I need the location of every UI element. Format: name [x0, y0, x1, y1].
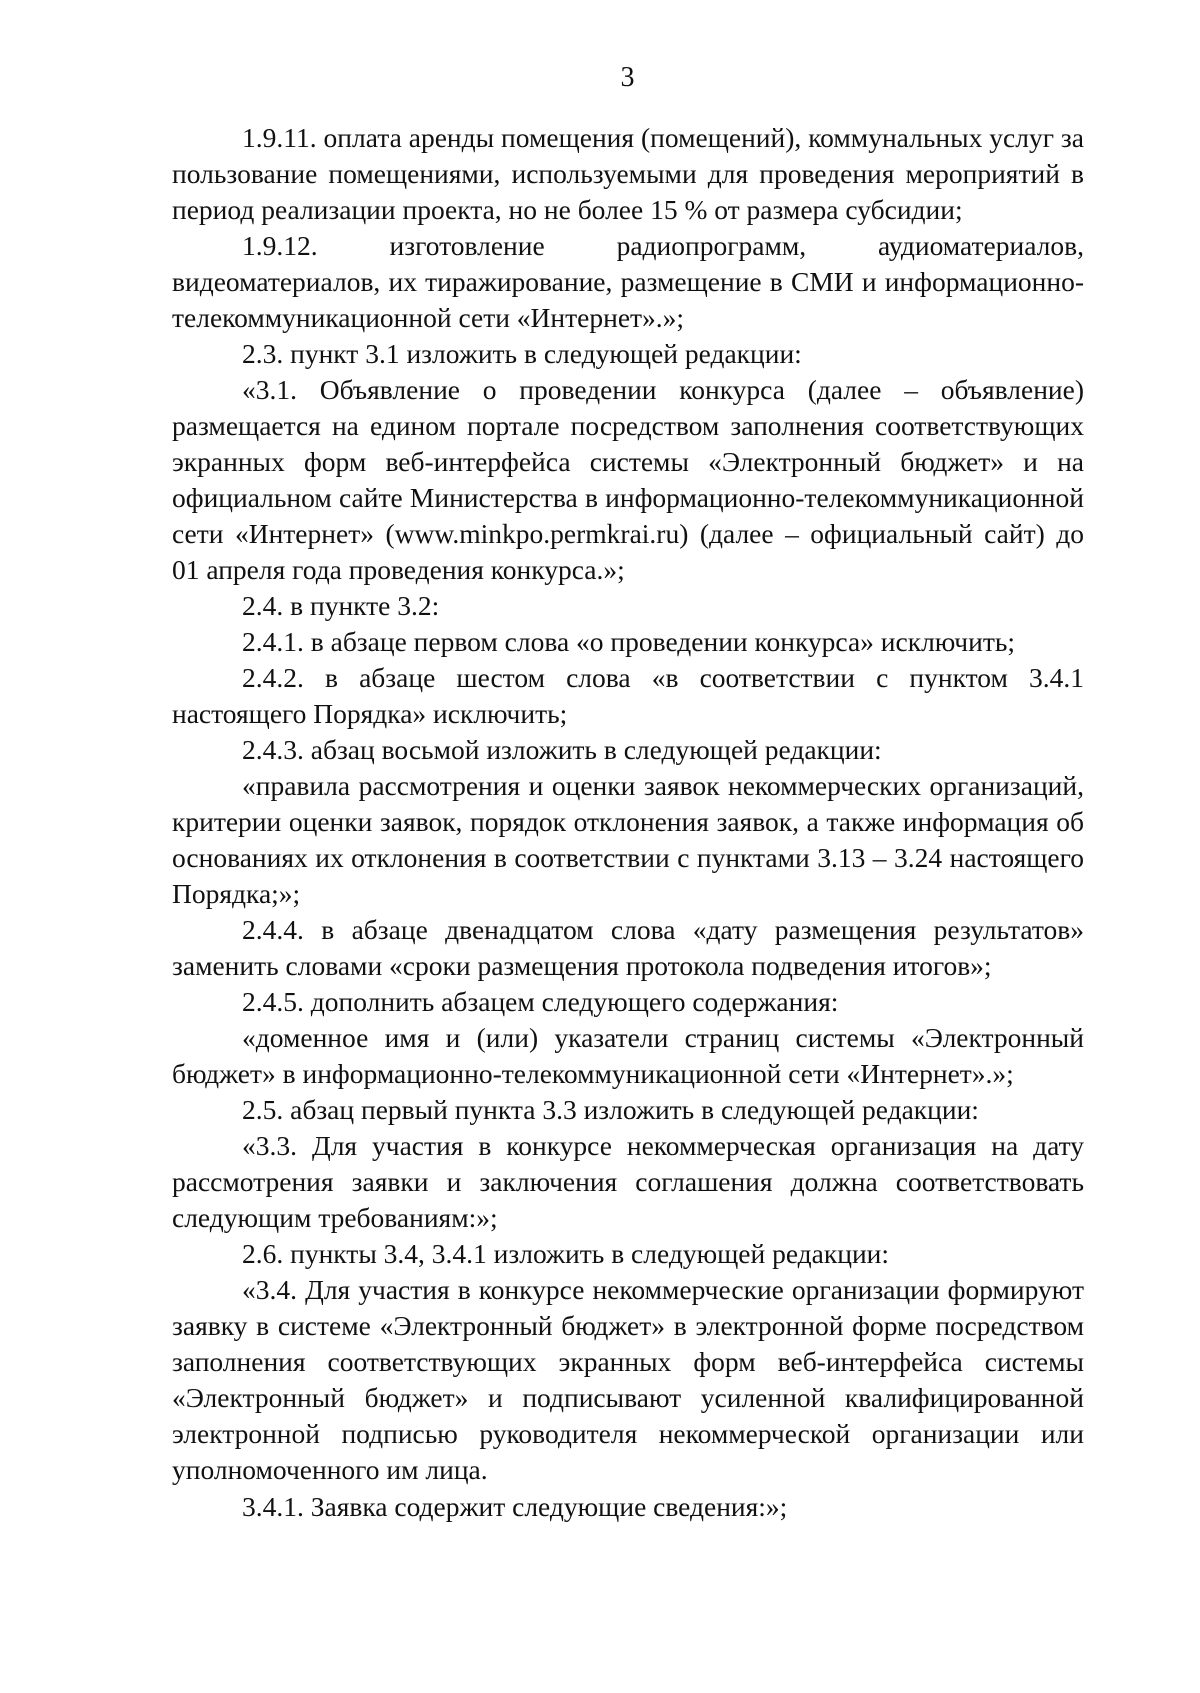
paragraph-3-4-quote: «3.4. Для участия в конкурсе некоммерческие организации формируют заявку в системе «Электронный бюджет» в электронной форме посредством заполнения соответствующих экранных форм веб-интерфейса системы «Электронный бюджет» и подписывают усиленной квалифицированной электронной подписью руководителя некоммерческой организации или уполномоченного им лица.: [172, 1274, 1084, 1485]
paragraph-rules-quote: «правила рассмотрения и оценки заявок некоммерческих организаций, критерии оценки заявок, порядок отклонения заявок, а также информация об основаниях их отклонения в соответствии с пунктами 3.13 – 3.24 настоящего Порядка;»;: [172, 770, 1084, 909]
paragraph-2-4-2: 2.4.2. в абзаце шестом слова «в соответствии с пунктом 3.4.1 настоящего Порядка» исключить;: [172, 662, 1084, 729]
paragraph-3-1-quote: «3.1. Объявление о проведении конкурса (далее – объявление) размещается на едином портале посредством заполнения соответствующих экранных форм веб-интерфейса системы «Электронный бюджет» и на официальном сайте Министерства в информационно-телекоммуникационной сети «Интернет» (www.minkpo.permkrai.ru) (далее – официальный сайт) до 01 апреля года проведения конкурса.»;: [172, 374, 1084, 585]
document-body: [172, 120, 1084, 1525]
paragraph-2-4-3: 2.4.3. абзац восьмой изложить в следующей редакции:: [242, 734, 882, 765]
paragraph-1-9-11: 1.9.11. оплата аренды помещения (помещений), коммунальных услуг за пользование помещениями, используемыми для проведения мероприятий в период реализации проекта, но не более 15 % от размера субсидии;: [172, 122, 1084, 225]
paragraph-2-4: 2.4. в пункте 3.2:: [242, 590, 440, 621]
paragraph-2-6: 2.6. пункты 3.4, 3.4.1 изложить в следующей редакции:: [242, 1238, 890, 1269]
paragraph-2-4-4: 2.4.4. в абзаце двенадцатом слова «дату размещения результатов» заменить словами «сроки размещения протокола подведения итогов»;: [172, 914, 1084, 981]
paragraph-domain-quote: «доменное имя и (или) указатели страниц системы «Электронный бюджет» в информационно-телекоммуникационной сети «Интернет».»;: [172, 1022, 1084, 1089]
page-number: 3: [620, 62, 635, 93]
paragraph-3-4-1: 3.4.1. Заявка содержит следующие сведения:»;: [242, 1491, 788, 1522]
paragraph-2-5: 2.5. абзац первый пункта 3.3 изложить в следующей редакции:: [242, 1094, 979, 1125]
paragraph-3-3-quote: «3.3. Для участия в конкурсе некоммерческая организация на дату рассмотрения заявки и заключения соглашения должна соответствовать следующим требованиям:»;: [172, 1130, 1084, 1233]
paragraph-2-4-5: 2.4.5. дополнить абзацем следующего содержания:: [242, 986, 839, 1017]
paragraph-2-3: 2.3. пункт 3.1 изложить в следующей редакции:: [242, 338, 802, 369]
paragraph-2-4-1: 2.4.1. в абзаце первом слова «о проведении конкурса» исключить;: [242, 626, 1016, 657]
paragraph-1-9-12: 1.9.12. изготовление радиопрограмм, аудиоматериалов, видеоматериалов, их тиражирование, размещение в СМИ и информационно-телекоммуникационной сети «Интернет».»;: [172, 230, 1084, 333]
